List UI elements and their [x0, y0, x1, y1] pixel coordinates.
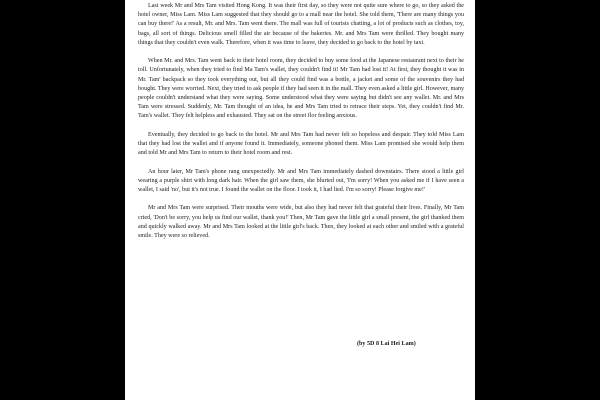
author-signature: (by 5D 8 Lai Hei Lam) [357, 341, 416, 347]
paragraph-3: Eventually, they decided to go back to the hotel. Mr and Mrs Tam had never felt so hopeless and despair. They told Miss Lam that they had lost the wallet and if anyone found it. Immediately, someone phoned them. Miss Lam promised she would help them and told Mr and Mrs Tam to return to their hotel room and rest. [138, 131, 464, 157]
paragraph-1: Last week Mr and Mrs Tam visited Hong Kong. It was their first day, so they were not quite sure where to go, so they asked the hotel owner, Miss Lam. Miss Lam suggested that they should go to a mall near the hotel. She told them, 'There are many things you can buy there!' As a result, Mr. and Mrs. Tam went there. The mall was full of tourists chatting, a lot of products such as clothes, toy, bags, all sort of things. Delicious smell filled the air because of the bakeries. Mr. and Mrs Tam were thrilled. They bought many things that they couldn't even walk. Therefore, when it was time to leave, they decided to go back to the hotel by taxi. [138, 3, 464, 46]
paragraph-2: When Mr. and Mrs. Tam went back to their hotel room, they decided to buy some food at the Japanese restaurant next to their he toll. Unfortunately, when they tried to find Ma Tam's wallet, they couldn't find it! Mr Tam had lost it! At first, they thought it was in Mr. Tam' backpack so they took everything out, but all they could find was a bottle, a jacket and some of the souvenirs they had bought. They were worried. Next, they tried to ask people if they had seen it in the mall. They even asked a little girl. However, many people couldn't understand what they were saying. Some understood what they were saying but didn't see any wallet. Mr. and Mrs Tam were stressed. Suddenly, Mr. Tam thought of an idea, he and Mrs Tam tried to retrace their steps. Yet, they couldn't find Mr. Tam's wallet. They felt helpless and exhausted. They sat on the street flor feeling anxious. [138, 58, 464, 120]
story-body [138, 2, 464, 250]
paragraph-5: Mr and Mrs Tam were surprised. Their mouths were wide, but also they had never felt that grateful their lives. Finally, Mr Tam cried, 'Don't be sorry, you help us find our wallet, thank you!' Then, Mr Tam gave the little girl a small present, the girl thanked them and quickly walked away. Mr and Mrs Tam looked at the little girl's back. Then, they looked at each other and smiled with a grateful smile. They were so relieved. [138, 205, 464, 240]
paragraph-4: An hour later, Mr Tam's phone rang unexpectedly. Mr and Mrs Tam immediately dashed downstairs. There stood a little girl wearing a purple shirt with long dark hair. When the girl saw them, she blurted out, 'I'm sorry! When you asked me if I have seen a wallet, I said 'no', but it's not true. I found the wallet on the floor. I took it, I had lied. I'm so sorry! Please forgive me!' [138, 168, 464, 194]
document-page [125, 0, 475, 400]
